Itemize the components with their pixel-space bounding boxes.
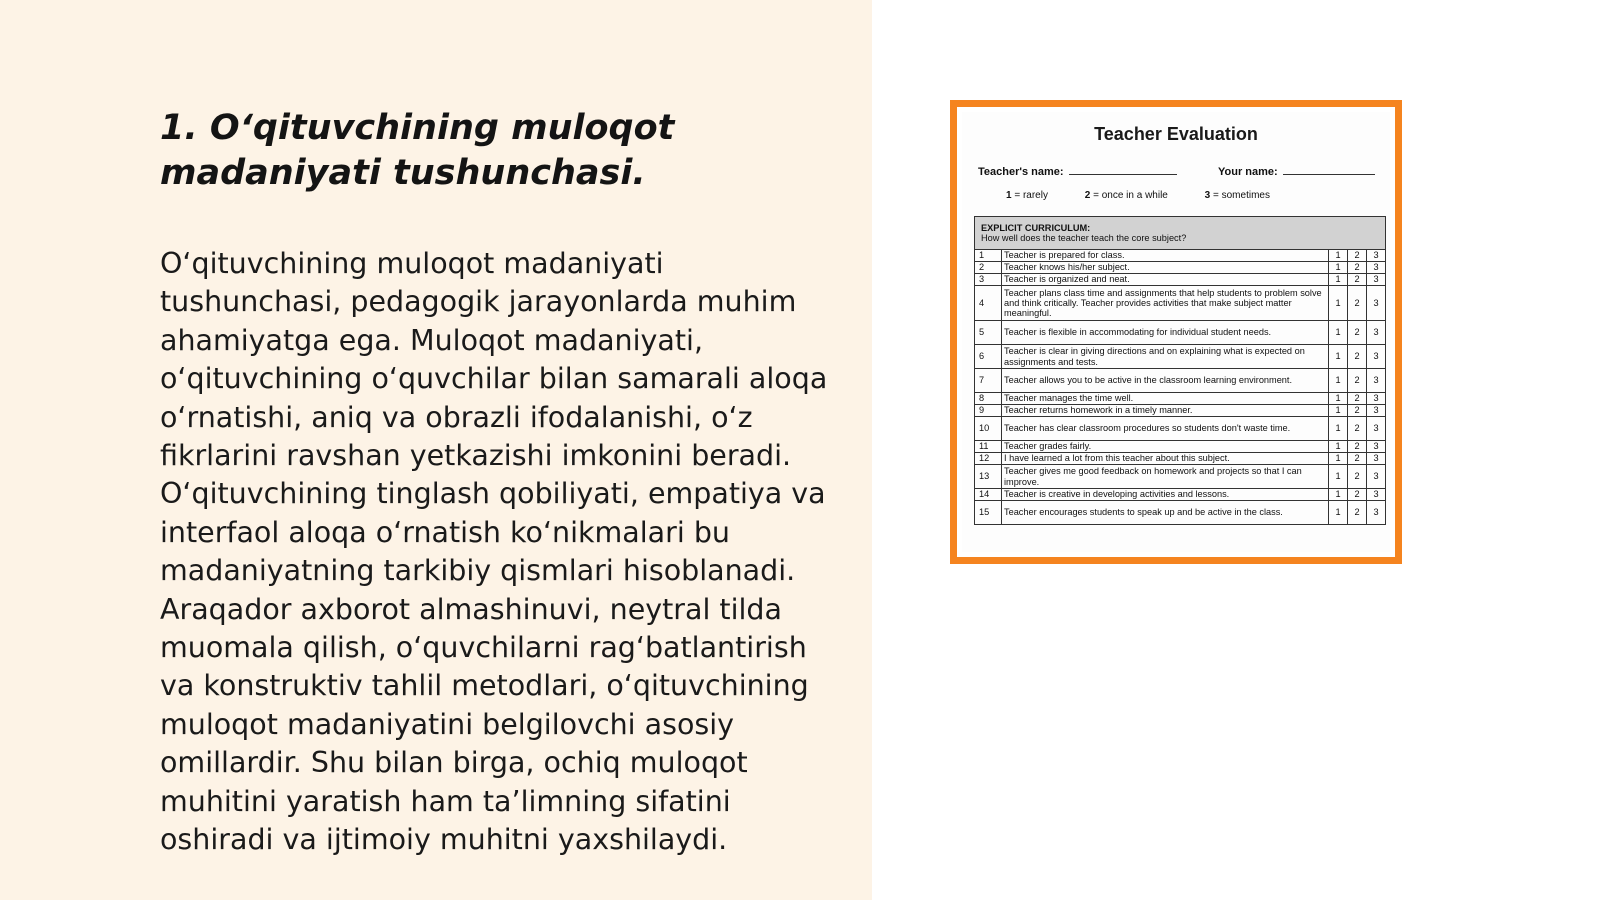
score-cell: 1	[1329, 393, 1348, 405]
evaluation-form-sheet	[962, 112, 1390, 552]
table-row	[975, 465, 1386, 489]
item-number: 15	[975, 501, 1002, 525]
score-cell: 1	[1329, 501, 1348, 525]
score-cell: 1	[1329, 321, 1348, 345]
score-cell: 1	[1329, 345, 1348, 369]
item-number: 5	[975, 321, 1002, 345]
score-cell: 2	[1348, 274, 1367, 286]
table-row	[975, 274, 1386, 286]
slide-body-text: O‘qituvchining muloqot madaniyati tushunchasi, pedagogik jarayonlarda muhim ahamiyatga ega. Muloqot madaniyati, o‘qituvchining o‘quvchilar bilan samarali aloqa o‘rnatishi, aniq va obrazli ifodalanishi, o‘z fikrlarini ravshan yetkazishi imkonini beradi. O‘qituvchining tinglash qobiliyati, empatiya va interfaol aloqa o‘rnatish ko‘nikmalari bu madaniyatning tarkibiy qismlari hisoblanadi. Araqador axborot almashinuvi, neytral tilda muomala qilish, o‘quvchilarni rag‘batlantirish va konstruktiv tahlil metodlari, o‘qituvchining muloqot madaniyatini belgilovchi asosiy omillardir. Shu bilan birga, ochiq muloqot muhitini yaratish ham ta’limning sifatini oshiradi va ijtimoiy muhitni yaxshilaydi.	[160, 247, 828, 857]
table-row	[975, 262, 1386, 274]
section-subtitle: How well does the teacher teach the core subject?	[981, 233, 1187, 243]
your-name-label: Your name:	[1218, 166, 1278, 178]
score-cell: 1	[1329, 441, 1348, 453]
score-cell: 3	[1367, 465, 1386, 489]
score-cell: 3	[1367, 286, 1386, 321]
item-statement: Teacher is prepared for class.	[1002, 250, 1329, 262]
section-header-row	[975, 217, 1386, 250]
item-number: 1	[975, 250, 1002, 262]
table-row	[975, 286, 1386, 321]
score-cell: 1	[1329, 489, 1348, 501]
item-statement: Teacher grades fairly.	[1002, 441, 1329, 453]
item-statement: Teacher manages the time well.	[1002, 393, 1329, 405]
score-cell: 2	[1348, 369, 1367, 393]
score-cell: 2	[1348, 417, 1367, 441]
score-cell: 2	[1348, 345, 1367, 369]
table-row	[975, 321, 1386, 345]
score-cell: 1	[1329, 369, 1348, 393]
item-statement: Teacher is clear in giving directions and on explaining what is expected on assignments and tests.	[1002, 345, 1329, 369]
item-number: 14	[975, 489, 1002, 501]
table-row	[975, 345, 1386, 369]
teacher-name-label: Teacher's name:	[978, 166, 1064, 178]
section-title: EXPLICIT CURRICULUM:	[981, 222, 1091, 233]
score-cell: 2	[1348, 393, 1367, 405]
score-cell: 3	[1367, 405, 1386, 417]
item-statement: Teacher is flexible in accommodating for individual student needs.	[1002, 321, 1329, 345]
table-row	[975, 417, 1386, 441]
item-number: 11	[975, 441, 1002, 453]
item-number: 4	[975, 286, 1002, 321]
item-number: 3	[975, 274, 1002, 286]
score-cell: 2	[1348, 250, 1367, 262]
item-statement: Teacher plans class time and assignments that help students to problem solve and think critically. Teacher provides activities that make subject matter meaningful.	[1002, 286, 1329, 321]
item-number: 8	[975, 393, 1002, 405]
item-statement: Teacher has clear classroom procedures so students don't waste time.	[1002, 417, 1329, 441]
item-number: 12	[975, 453, 1002, 465]
item-statement: Teacher allows you to be active in the classroom learning environment.	[1002, 369, 1329, 393]
evaluation-table	[974, 216, 1386, 525]
score-cell: 2	[1348, 321, 1367, 345]
item-number: 13	[975, 465, 1002, 489]
score-cell: 2	[1348, 453, 1367, 465]
scale-item: 3 = sometimes	[1204, 190, 1270, 201]
score-cell: 2	[1348, 262, 1367, 274]
table-row	[975, 501, 1386, 525]
evaluation-form-image	[950, 100, 1402, 564]
score-cell: 1	[1329, 453, 1348, 465]
evaluation-form-title: Teacher Evaluation	[1094, 124, 1258, 144]
item-statement: Teacher is creative in developing activities and lessons.	[1002, 489, 1329, 501]
score-cell: 1	[1329, 405, 1348, 417]
score-cell: 2	[1348, 465, 1367, 489]
score-cell: 3	[1367, 345, 1386, 369]
scale-item: 1 = rarely	[1006, 190, 1048, 201]
item-number: 2	[975, 262, 1002, 274]
score-cell: 3	[1367, 393, 1386, 405]
score-cell: 1	[1329, 250, 1348, 262]
score-cell: 3	[1367, 453, 1386, 465]
score-cell: 1	[1329, 465, 1348, 489]
table-row	[975, 453, 1386, 465]
slide-title: 1. O‘qituvchining muloqot madaniyati tushunchasi.	[160, 108, 675, 193]
score-cell: 1	[1329, 417, 1348, 441]
your-name-field	[1218, 164, 1375, 178]
score-cell: 1	[1329, 262, 1348, 274]
item-number: 6	[975, 345, 1002, 369]
item-statement: I have learned a lot from this teacher about this subject.	[1002, 453, 1329, 465]
score-cell: 3	[1367, 417, 1386, 441]
score-cell: 3	[1367, 441, 1386, 453]
score-cell: 2	[1348, 405, 1367, 417]
score-cell: 3	[1367, 262, 1386, 274]
your-name-blank	[1283, 164, 1375, 175]
item-statement: Teacher encourages students to speak up and be active in the class.	[1002, 501, 1329, 525]
scale-item: 2 = once in a while	[1084, 190, 1168, 201]
table-row	[975, 489, 1386, 501]
teacher-name-blank	[1069, 164, 1177, 175]
score-cell: 3	[1367, 250, 1386, 262]
score-cell: 2	[1348, 501, 1367, 525]
score-cell: 1	[1329, 286, 1348, 321]
item-statement: Teacher gives me good feedback on homework and projects so that I can improve.	[1002, 465, 1329, 489]
score-cell: 3	[1367, 321, 1386, 345]
score-cell: 2	[1348, 286, 1367, 321]
item-statement: Teacher is organized and neat.	[1002, 274, 1329, 286]
item-statement: Teacher knows his/her subject.	[1002, 262, 1329, 274]
table-row	[975, 441, 1386, 453]
item-number: 10	[975, 417, 1002, 441]
score-cell: 2	[1348, 489, 1367, 501]
score-cell: 3	[1367, 501, 1386, 525]
table-row	[975, 369, 1386, 393]
rating-scale-legend	[1006, 190, 1304, 201]
table-row	[975, 250, 1386, 262]
item-number: 7	[975, 369, 1002, 393]
teacher-name-field	[978, 164, 1177, 178]
score-cell: 3	[1367, 369, 1386, 393]
score-cell: 3	[1367, 489, 1386, 501]
score-cell: 1	[1329, 274, 1348, 286]
score-cell: 3	[1367, 274, 1386, 286]
item-statement: Teacher returns homework in a timely manner.	[1002, 405, 1329, 417]
score-cell: 2	[1348, 441, 1367, 453]
item-number: 9	[975, 405, 1002, 417]
table-row	[975, 405, 1386, 417]
table-row	[975, 393, 1386, 405]
